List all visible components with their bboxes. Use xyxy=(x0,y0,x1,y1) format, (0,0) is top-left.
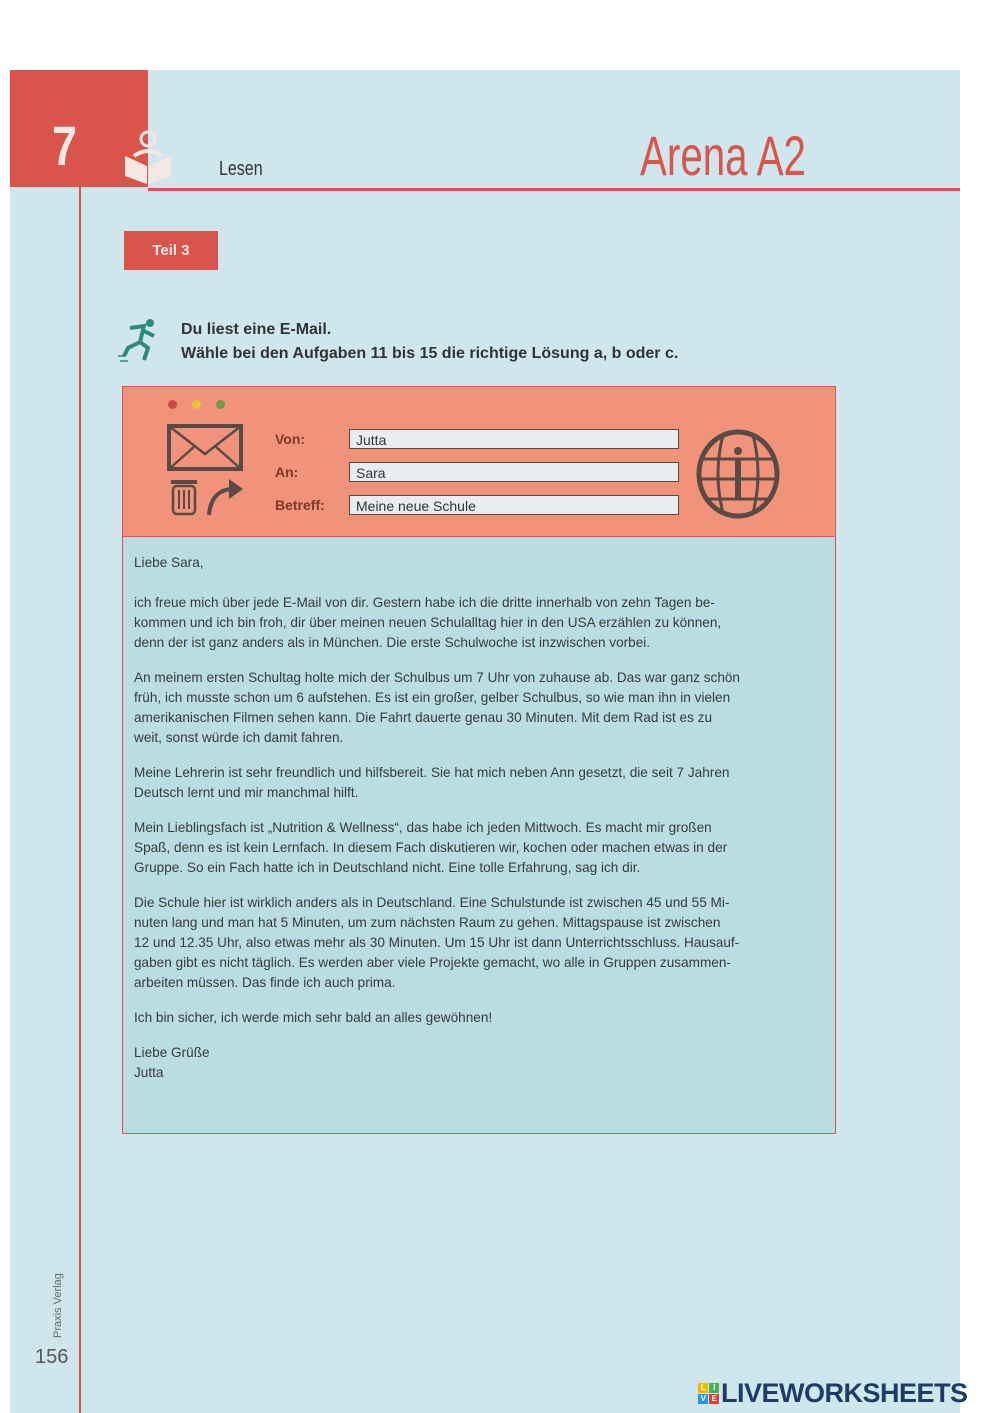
email-paragraph xyxy=(134,818,827,878)
part-label: Teil 3 xyxy=(124,231,218,270)
text-line: arbeiten müssen. Das finde ich auch prima. xyxy=(134,975,396,990)
window-dot-yellow xyxy=(192,400,201,409)
text-line: Meine Lehrerin ist sehr freundlich und hilfsbereit. Sie hat mich neben Ann gesetzt, die seit 7 Jahren xyxy=(134,765,730,780)
text-line: Deutsch lernt und mir manchmal hilft. xyxy=(134,785,359,800)
globe-info-icon xyxy=(695,429,781,519)
envelope-icon xyxy=(167,424,243,472)
publisher-label: Praxis Verlag xyxy=(52,1273,64,1338)
subject-label: Betreff: xyxy=(275,497,325,513)
text-line: gaben gibt es nicht täglich. Es werden aber viele Projekte gemacht, wo alle in Gruppen zusammen- xyxy=(134,955,731,970)
liveworksheets-logo-icon: L I V E xyxy=(698,1383,719,1404)
watermark-text: LIVEWORKSHEETS xyxy=(721,1378,968,1408)
window-dot-red xyxy=(168,400,177,409)
text-line: nuten lang und man hat 5 Minuten, um zum nächsten Raum zu gehen. Mittagspause ist zwischen xyxy=(134,915,721,930)
window-dot-green xyxy=(216,400,225,409)
chapter-number: 7 xyxy=(52,114,77,177)
to-field: Sara xyxy=(349,462,679,482)
trash-icon xyxy=(168,477,200,517)
email-header xyxy=(123,387,835,537)
task-instruction xyxy=(181,318,678,366)
text-line: amerikanischen Filmen sehen kann. Die Fahrt dauerte genau 30 Minuten. Mit dem Rad ist es zu xyxy=(134,710,713,725)
text-line: Mein Lieblingsfach ist „Nutrition & Wellness“, das habe ich jeden Mittwoch. Es macht mir großen xyxy=(134,820,712,835)
text-line: Ich bin sicher, ich werde mich sehr bald an alles gewöhnen! xyxy=(134,1010,493,1025)
text-line: 12 und 12.35 Uhr, also etwas mehr als 30 Minuten. Um 15 Uhr ist dann Unterrichtsschluss. Hausauf- xyxy=(134,935,740,950)
page-number: 156 xyxy=(35,1346,69,1368)
subject-field: Meine neue Schule xyxy=(349,495,679,515)
text-line: An meinem ersten Schultag holte mich der Schulbus um 7 Uhr von zuhause ab. Das war ganz schön xyxy=(134,670,740,685)
text-line: Die Schule hier ist wirklich anders als in Deutschland. Eine Schulstunde ist zwischen 45 und 55 Mi- xyxy=(134,895,730,910)
instruction-line: Du liest eine E-Mail. xyxy=(181,321,332,338)
forward-arrow-icon xyxy=(205,477,245,517)
header-rule xyxy=(148,188,960,191)
reading-book-icon xyxy=(122,126,174,186)
text-line: Spaß, denn es ist kein Lernfach. In diesem Fach diskutieren wir, kochen oder machen etwas in der xyxy=(134,840,728,855)
from-label: Von: xyxy=(275,431,306,447)
email-paragraph xyxy=(134,593,827,653)
email-paragraph xyxy=(134,763,827,803)
brand-title: Arena A2 xyxy=(640,124,806,187)
from-field: Jutta xyxy=(349,429,679,449)
email-signature: Jutta xyxy=(134,1065,164,1080)
section-title: Lesen xyxy=(219,158,263,180)
email-paragraph xyxy=(134,1008,827,1028)
text-line: weit, sonst würde ich damit fahren. xyxy=(134,730,344,745)
email-body xyxy=(134,553,827,1083)
text-line: Gruppe. So ein Fach hatte ich in Deutschland nicht. Eine tolle Erfahrung, sag ich dir. xyxy=(134,860,641,875)
email-closing: Liebe Grüße xyxy=(134,1045,210,1060)
text-line: früh, ich musste schon um 6 aufstehen. Es ist ein großer, gelber Schulbus, so wie man ihn in vielen xyxy=(134,690,731,705)
email-greeting: Liebe Sara, xyxy=(134,555,204,570)
liveworksheets-watermark xyxy=(698,1378,968,1409)
email-window xyxy=(122,386,836,1134)
email-paragraph xyxy=(134,893,827,993)
to-label: An: xyxy=(275,464,299,480)
instruction-line: Wähle bei den Aufgaben 11 bis 15 die richtige Lösung a, b oder c. xyxy=(181,345,679,362)
text-line: ich freue mich über jede E-Mail von dir. Gestern habe ich die dritte innerhalb von zehn Tagen be- xyxy=(134,595,715,610)
text-line: denn der ist ganz anders als in München. Die erste Schulwoche ist inzwischen vorbei. xyxy=(134,635,651,650)
margin-rule xyxy=(79,187,81,1413)
text-line: kommen und ich bin froh, dir über meinen neuen Schulalltag hier in den USA erzählen zu können, xyxy=(134,615,722,630)
email-paragraph xyxy=(134,668,827,748)
running-person-icon xyxy=(118,318,162,364)
